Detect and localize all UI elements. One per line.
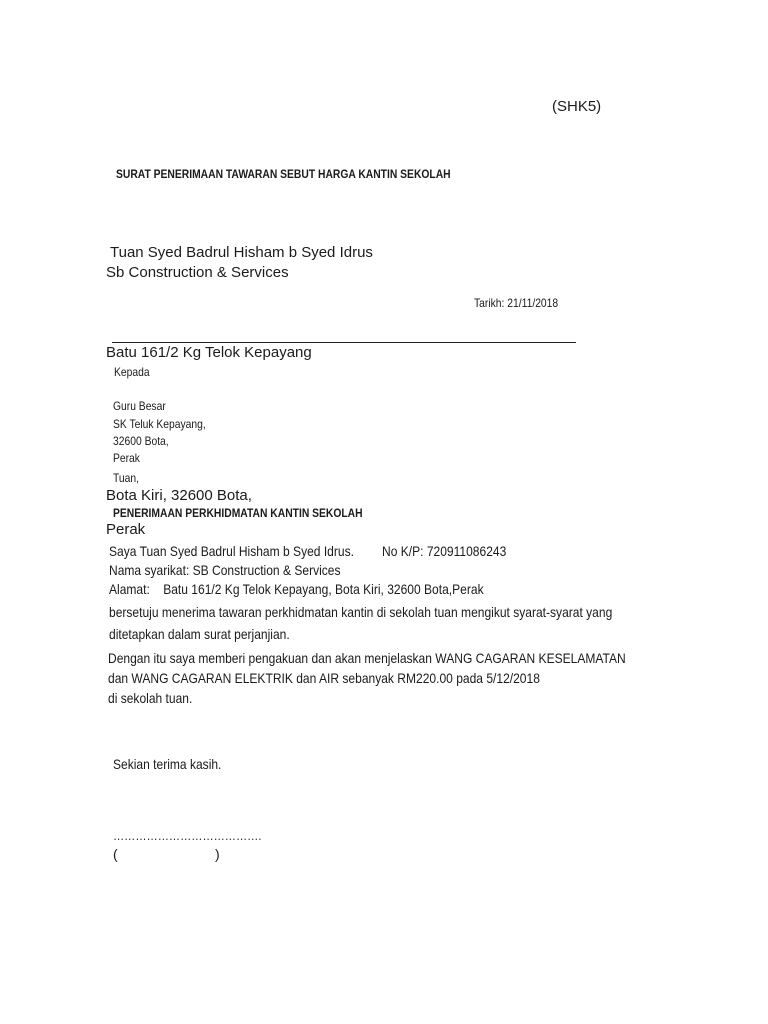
letter-heading: SURAT PENERIMAAN TAWARAN SEBUT HARGA KANTIN SEKOLAH (116, 167, 451, 181)
form-code: (SHK5) (552, 98, 602, 115)
body-company-line: Nama syarikat: SB Construction & Services (109, 562, 341, 578)
body-ic-line: No K/P: 720911086243 (382, 543, 507, 559)
to-label: Kepada (114, 365, 150, 379)
body-paragraph2-line3: di sekolah tuan. (108, 690, 193, 706)
date-text: Tarikh: 21/11/2018 (474, 296, 559, 310)
body-paragraph1-line1: bersetuju menerima tawaran perkhidmatan kantin di sekolah tuan mengikut syarat-syarat yang (109, 604, 613, 620)
body-name-line: Saya Tuan Syed Badrul Hisham b Syed Idrus. (109, 543, 354, 559)
recipient-school: SK Teluk Kepayang, (113, 417, 206, 431)
signature-name-close-bracket: ) (215, 846, 220, 862)
body-paragraph2-line1: Dengan itu saya memberi pengakuan dan akan menjelaskan WANG CAGARAN KESELAMATAN (108, 650, 626, 666)
recipient-state: Perak (113, 451, 140, 465)
sender-address-line1: Batu 161/2 Kg Telok Kepayang (106, 344, 312, 361)
subject-heading: PENERIMAAN PERKHIDMATAN KANTIN SEKOLAH (113, 506, 363, 520)
closing-text: Sekian terima kasih. (113, 756, 222, 772)
salutation: Tuan, (113, 471, 140, 485)
recipient-postcode: 32600 Bota, (113, 434, 169, 448)
signature-name-open-bracket: ( (113, 846, 118, 862)
sender-company: Sb Construction & Services (106, 264, 289, 281)
divider-line (112, 342, 576, 343)
sender-address-line3: Perak (106, 521, 146, 538)
body-paragraph2-line2: dan WANG CAGARAN ELEKTRIK dan AIR sebanyak RM220.00 pada 5/12/2018 (108, 670, 540, 686)
body-paragraph1-line2: ditetapkan dalam surat perjanjian. (109, 626, 290, 642)
recipient-title: Guru Besar (113, 399, 166, 413)
sender-address-line2: Bota Kiri, 32600 Bota, (106, 487, 252, 504)
signature-dotted-line: …………………………………. (113, 828, 262, 843)
sender-name: Tuan Syed Badrul Hisham b Syed Idrus (110, 244, 373, 261)
body-address-line: Alamat: Batu 161/2 Kg Telok Kepayang, Bota Kiri, 32600 Bota,Perak (109, 581, 484, 597)
